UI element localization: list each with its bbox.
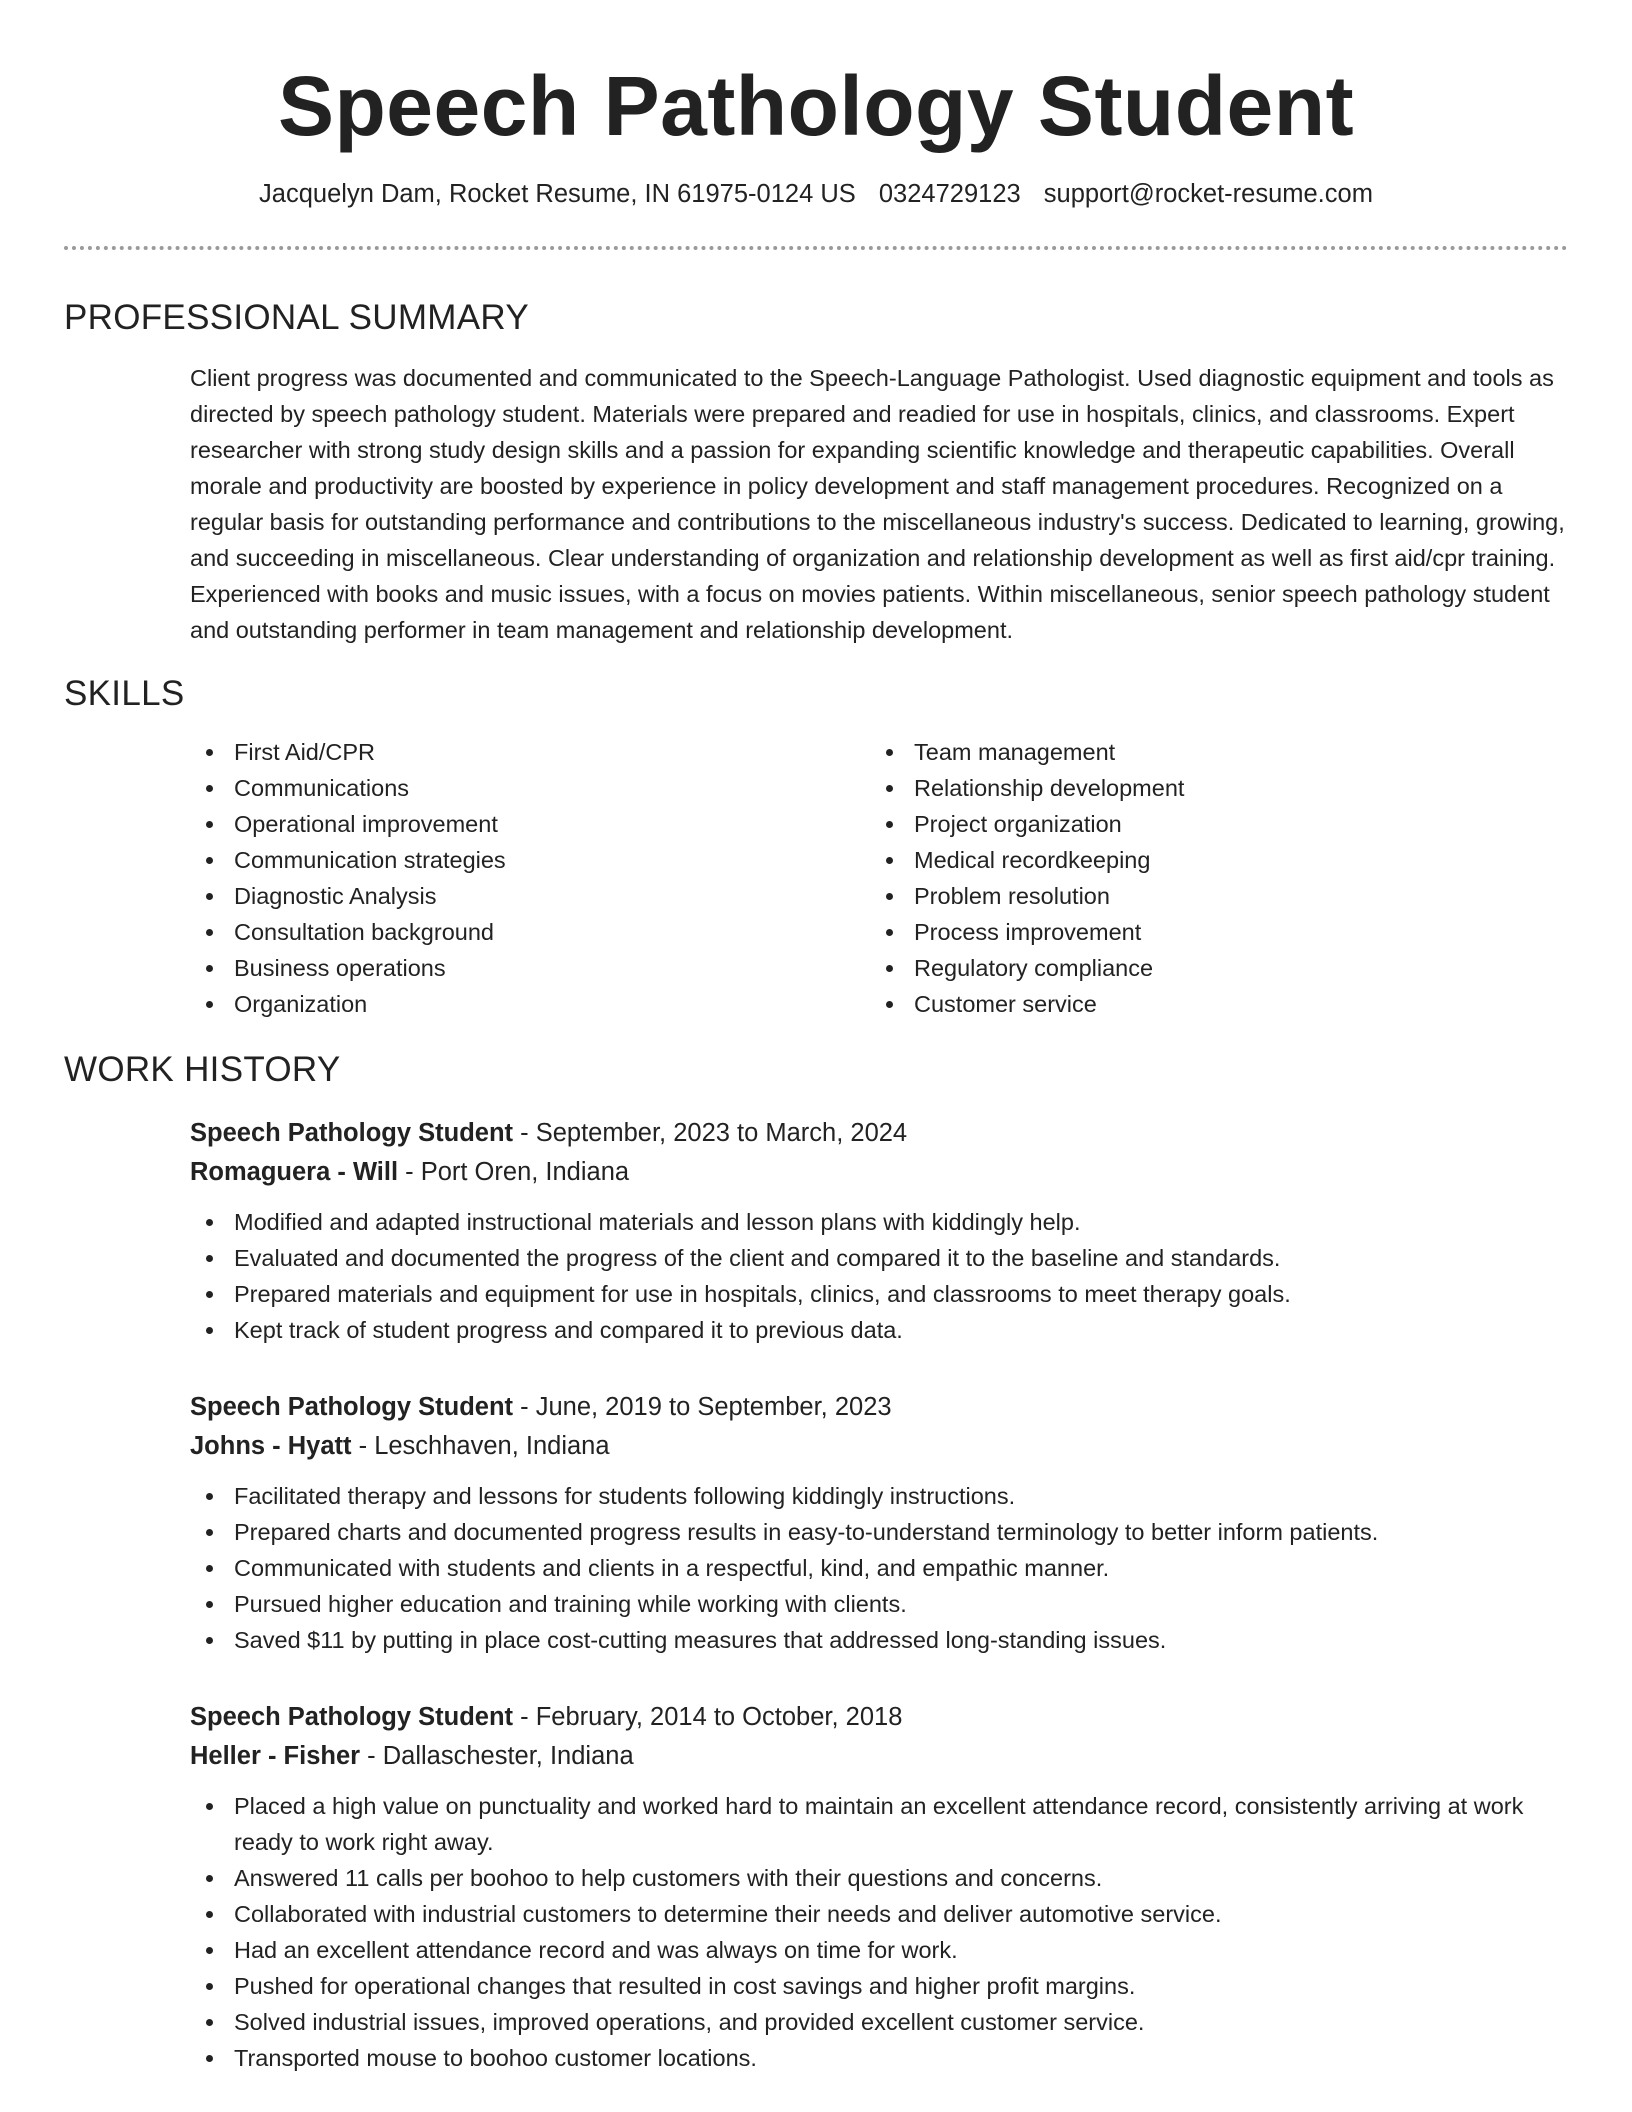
skill-item: Team management	[870, 734, 1550, 770]
job-dates: - February, 2014 to October, 2018	[513, 1703, 903, 1731]
skills-columns	[190, 734, 1568, 1022]
contact-email: support@rocket-resume.com	[1043, 180, 1373, 208]
job-company-line	[190, 1427, 1568, 1466]
skill-item: Medical recordkeeping	[870, 842, 1550, 878]
skill-item: Communication strategies	[190, 842, 870, 878]
job-company: Johns - Hyatt	[190, 1432, 352, 1460]
job-bullet: Pursued higher education and training while working with clients.	[190, 1586, 1568, 1622]
job-company: Heller - Fisher	[190, 1742, 361, 1770]
job-bullet: Kept track of student progress and compared it to previous data.	[190, 1312, 1568, 1348]
job-bullet: Saved $11 by putting in place cost-cutting measures that addressed long-standing issues.	[190, 1622, 1568, 1658]
job-bullet: Prepared materials and equipment for use in hospitals, clinics, and classrooms to meet therapy goals.	[190, 1276, 1568, 1312]
skills-list-left	[190, 734, 870, 1022]
skill-item: Communications	[190, 770, 870, 806]
job-bullets	[190, 1788, 1568, 2076]
job-company-line	[190, 1737, 1568, 1776]
job-title-line	[190, 1114, 1568, 1153]
job-title: Speech Pathology Student	[190, 1703, 514, 1731]
job-bullet: Evaluated and documented the progress of the client and compared it to the baseline and standards.	[190, 1240, 1568, 1276]
contact-address: Jacquelyn Dam, Rocket Resume, IN 61975-0124 US	[259, 180, 856, 208]
job-bullet: Prepared charts and documented progress results in easy-to-understand terminology to better inform patients.	[190, 1514, 1568, 1550]
job-dates: - September, 2023 to March, 2024	[513, 1119, 908, 1147]
job-title: Speech Pathology Student	[190, 1393, 514, 1421]
job-bullet: Answered 11 calls per boohoo to help customers with their questions and concerns.	[190, 1860, 1568, 1896]
work-history-heading: WORK HISTORY	[64, 1050, 341, 1089]
resume-header	[64, 0, 1568, 212]
skill-item: Relationship development	[870, 770, 1550, 806]
job-company: Romaguera - Will	[190, 1158, 399, 1186]
job-entry	[190, 1114, 1568, 1348]
skill-item: Consultation background	[190, 914, 870, 950]
job-entry	[190, 1388, 1568, 1658]
summary-heading: PROFESSIONAL SUMMARY	[64, 298, 529, 337]
job-bullets	[190, 1478, 1568, 1658]
job-list	[190, 1114, 1568, 2076]
skills-list-right	[870, 734, 1550, 1022]
job-bullet: Facilitated therapy and lessons for students following kiddingly instructions.	[190, 1478, 1568, 1514]
resume-title: Speech Pathology Student	[277, 59, 1355, 153]
skill-item: Process improvement	[870, 914, 1550, 950]
job-company-line	[190, 1153, 1568, 1192]
skill-item: Organization	[190, 986, 870, 1022]
job-bullets	[190, 1204, 1568, 1348]
skills-heading: SKILLS	[64, 674, 185, 713]
skill-item: Project organization	[870, 806, 1550, 842]
job-bullet: Communicated with students and clients in a respectful, kind, and empathic manner.	[190, 1550, 1568, 1586]
skills-section	[64, 672, 1568, 1022]
header-divider	[64, 246, 1568, 250]
job-bullet: Transported mouse to boohoo customer locations.	[190, 2040, 1568, 2076]
work-history-section	[64, 1048, 1568, 2076]
job-title: Speech Pathology Student	[190, 1119, 514, 1147]
skill-item: Customer service	[870, 986, 1550, 1022]
skill-item: Diagnostic Analysis	[190, 878, 870, 914]
skill-item: Business operations	[190, 950, 870, 986]
summary-section	[64, 296, 1568, 648]
job-dates: - June, 2019 to September, 2023	[513, 1393, 892, 1421]
job-bullet: Collaborated with industrial customers to determine their needs and deliver automotive service.	[190, 1896, 1568, 1932]
job-location: - Leschhaven, Indiana	[351, 1432, 610, 1460]
skill-item: Problem resolution	[870, 878, 1550, 914]
contact-phone: 0324729123	[878, 180, 1021, 208]
contact-line	[64, 176, 1568, 212]
job-bullet: Placed a high value on punctuality and worked hard to maintain an excellent attendance record, consistently arriving at work ready to work right away.	[190, 1788, 1568, 1860]
job-location: - Dallaschester, Indiana	[360, 1742, 634, 1770]
skill-item: Regulatory compliance	[870, 950, 1550, 986]
job-bullet: Modified and adapted instructional materials and lesson plans with kiddingly help.	[190, 1204, 1568, 1240]
job-bullet: Pushed for operational changes that resulted in cost savings and higher profit margins.	[190, 1968, 1568, 2004]
job-bullet: Had an excellent attendance record and was always on time for work.	[190, 1932, 1568, 1968]
job-location: - Port Oren, Indiana	[398, 1158, 630, 1186]
skill-item: First Aid/CPR	[190, 734, 870, 770]
skill-item: Operational improvement	[190, 806, 870, 842]
job-title-line	[190, 1388, 1568, 1427]
job-bullet: Solved industrial issues, improved operations, and provided excellent customer service.	[190, 2004, 1568, 2040]
job-entry	[190, 1698, 1568, 2076]
summary-text: Client progress was documented and communicated to the Speech-Language Pathologist. Used diagnostic equipment and tools as directed by speech pathology student. Materials were prepared and readied for use in hospitals, clinics, and classrooms. Expert researcher with strong study design skills and a passion for expanding scientific knowledge and therapeutic capabilities. Overall morale and productivity are boosted by experience in policy development and staff management procedures. Recognized on a regular basis for outstanding performance and contributions to the miscellaneous industry's success. Dedicated to learning, growing, and succeeding in miscellaneous. Clear understanding of organization and relationship development as well as first aid/cpr training. Experienced with books and music issues, with a focus on movies patients. Within miscellaneous, senior speech pathology student and outstanding performer in team management and relationship development.	[190, 365, 1565, 643]
job-title-line	[190, 1698, 1568, 1737]
